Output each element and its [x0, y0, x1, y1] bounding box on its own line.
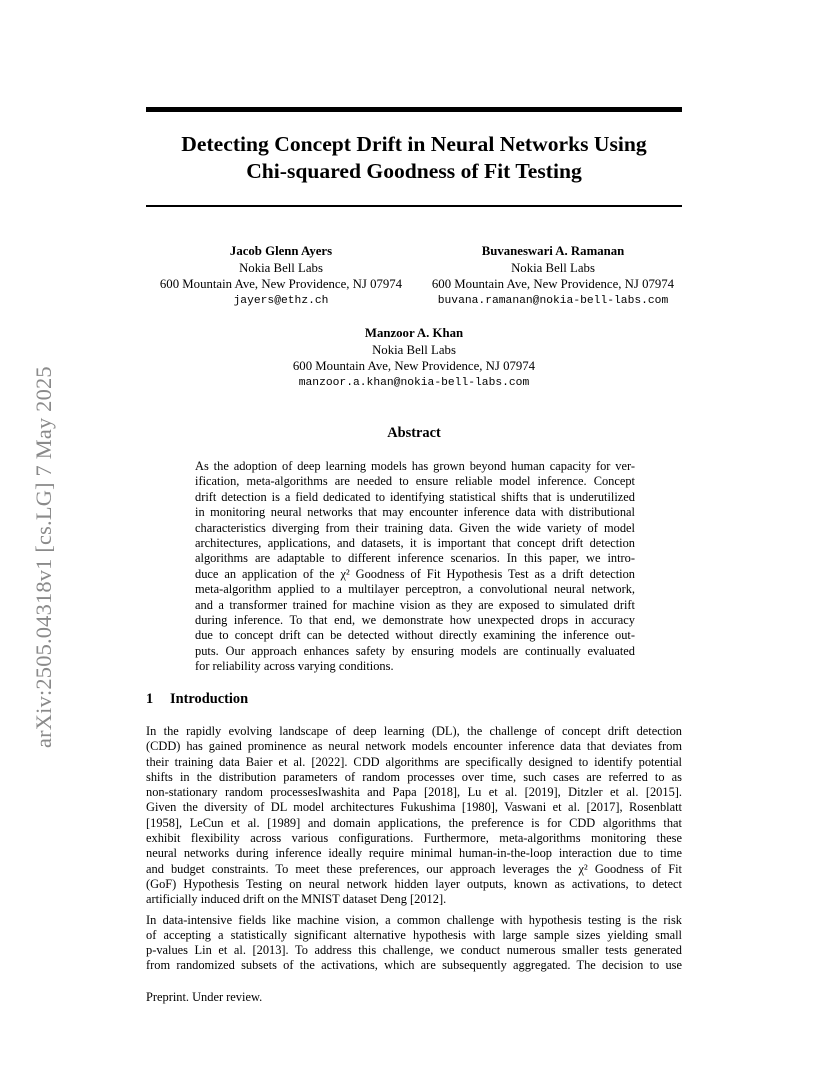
abstract-line: architectures, applications, and datasets, it is important that concept drift detection: [195, 536, 635, 551]
author-affiliation: Nokia Bell Labs: [239, 260, 323, 275]
abstract-line: characteristics diverging from their training data. Given the wide variety of model: [195, 520, 635, 535]
title-top-rule: [146, 107, 682, 112]
abstract-line: duce an application of the χ² Goodness of Fit Hypothesis Test as a drift detection: [195, 566, 635, 581]
paper-title: [146, 131, 682, 185]
title-line: Chi-squared Goodness of Fit Testing: [246, 159, 582, 183]
abstract-line: ification, meta-algorithms are needed to ensure reliable model inference. Concept: [195, 474, 635, 489]
author-address: 600 Mountain Ave, New Providence, NJ 07974: [292, 359, 536, 374]
author-address: 600 Mountain Ave, New Providence, NJ 07974: [431, 277, 675, 292]
abstract-line: As the adoption of deep learning models has grown beyond human capacity for ver-: [195, 459, 635, 473]
abstract-line: and a transformer trained for machine vision as they are exposed to simulated drift: [195, 597, 635, 612]
paragraph: [146, 724, 682, 908]
abstract-line: during inference. To that end, we demonstrate how unexpected drops in accuracy: [195, 613, 635, 628]
paragraph: [146, 913, 682, 974]
section-heading-introduction: [146, 690, 682, 708]
abstract-line: due to concept drift can be detected without directly examining the inference out-: [195, 628, 635, 643]
author-block: [260, 325, 568, 391]
text-line: and budget constraints. To meet these preferences, our approach leverages the χ² Goodness of Fit: [146, 861, 682, 876]
text-line: artificially induced drift on the MNIST dataset Deng [2012].: [146, 892, 447, 907]
introduction-text: [146, 724, 682, 979]
abstract-line: meta-algorithm applied to a multilayer perceptron, a convolutional neural network,: [195, 582, 635, 597]
author-affiliation: Nokia Bell Labs: [511, 260, 595, 275]
text-line: from randomized subsets of the activations, which are subsequently aggregated. The decision to use: [146, 958, 682, 973]
abstract-heading: Abstract: [387, 425, 441, 441]
abstract-line: for reliability across varying conditions.: [195, 659, 394, 674]
text-line: Given the diversity of DL model architectures Fukushima [1980], Vaswani et al. [2017], Rosenblatt: [146, 800, 682, 815]
author-email: manzoor.a.khan@nokia-bell-labs.com: [298, 376, 530, 389]
section-title: Introduction: [170, 691, 249, 707]
author-email: buvana.ramanan@nokia-bell-labs.com: [437, 294, 669, 307]
text-line: In the rapidly evolving landscape of deep learning (DL), the challenge of concept drift detection: [146, 724, 682, 738]
text-line: [1958], LeCun et al. [1989] and domain applications, the preference is for CDD algorithms that: [146, 815, 682, 830]
abstract-line: algorithms are adaptable to different inference scenarios. In this paper, we intro-: [195, 551, 635, 566]
text-line: non-stationary random processesIwashita and Papa [2018], Lu et al. [2019], Ditzler et al. [2015].: [146, 785, 682, 800]
text-line: shifts in the distribution parameters of random processes over time, such cases are referred to as: [146, 769, 682, 784]
abstract-line: puts. Our approach enhances safety by ensuring models are continually evaluated: [195, 643, 635, 658]
abstract-line: in monitoring neural networks that may encounter inference data with distributional: [195, 505, 635, 520]
abstract-text: [195, 459, 635, 675]
abstract-line: drift detection is a field dedicated to identifying statistical shifts that is underutilized: [195, 489, 635, 504]
text-line: neural networks during inference ideally require minimal human-in-the-loop interaction due to time: [146, 846, 682, 861]
author-name: Buvaneswari A. Ramanan: [481, 244, 625, 258]
author-name: Jacob Glenn Ayers: [229, 244, 333, 258]
text-line: (GoF) Hypothesis Testing on neural network hidden layer outputs, known as activations, to detect: [146, 876, 682, 891]
author-email: jayers@ethz.ch: [233, 294, 329, 307]
author-block: [423, 243, 683, 309]
footer-note: Preprint. Under review.: [146, 990, 263, 1004]
arxiv-identifier: arXiv:2505.04318v1 [cs.LG] 7 May 2025: [31, 366, 56, 748]
text-line: their training data Baier et al. [2022]. CDD algorithms are specifically designed to identify potential: [146, 754, 682, 769]
title-bottom-rule: [146, 205, 682, 207]
text-line: p-values Lin et al. [2013]. To address this challenge, we conduct numerous smaller tests generated: [146, 943, 682, 958]
section-number: 1: [146, 691, 154, 707]
author-block: [146, 243, 416, 309]
text-line: exhibit flexibility across various configurations. Furthermore, meta-algorithms monitoring these: [146, 831, 682, 846]
author-name: Manzoor A. Khan: [364, 326, 464, 340]
author-address: 600 Mountain Ave, New Providence, NJ 07974: [159, 277, 403, 292]
author-affiliation: Nokia Bell Labs: [372, 342, 456, 357]
title-line: Detecting Concept Drift in Neural Networks Using: [181, 132, 647, 156]
text-line: (CDD) has gained prominence as neural network models encounter inference data that deviates from: [146, 739, 682, 754]
text-line: In data-intensive fields like machine vision, a common challenge with hypothesis testing is the risk: [146, 912, 682, 927]
text-line: of accepting a statistically significant alternative hypothesis with large sample sizes yielding small: [146, 927, 682, 942]
